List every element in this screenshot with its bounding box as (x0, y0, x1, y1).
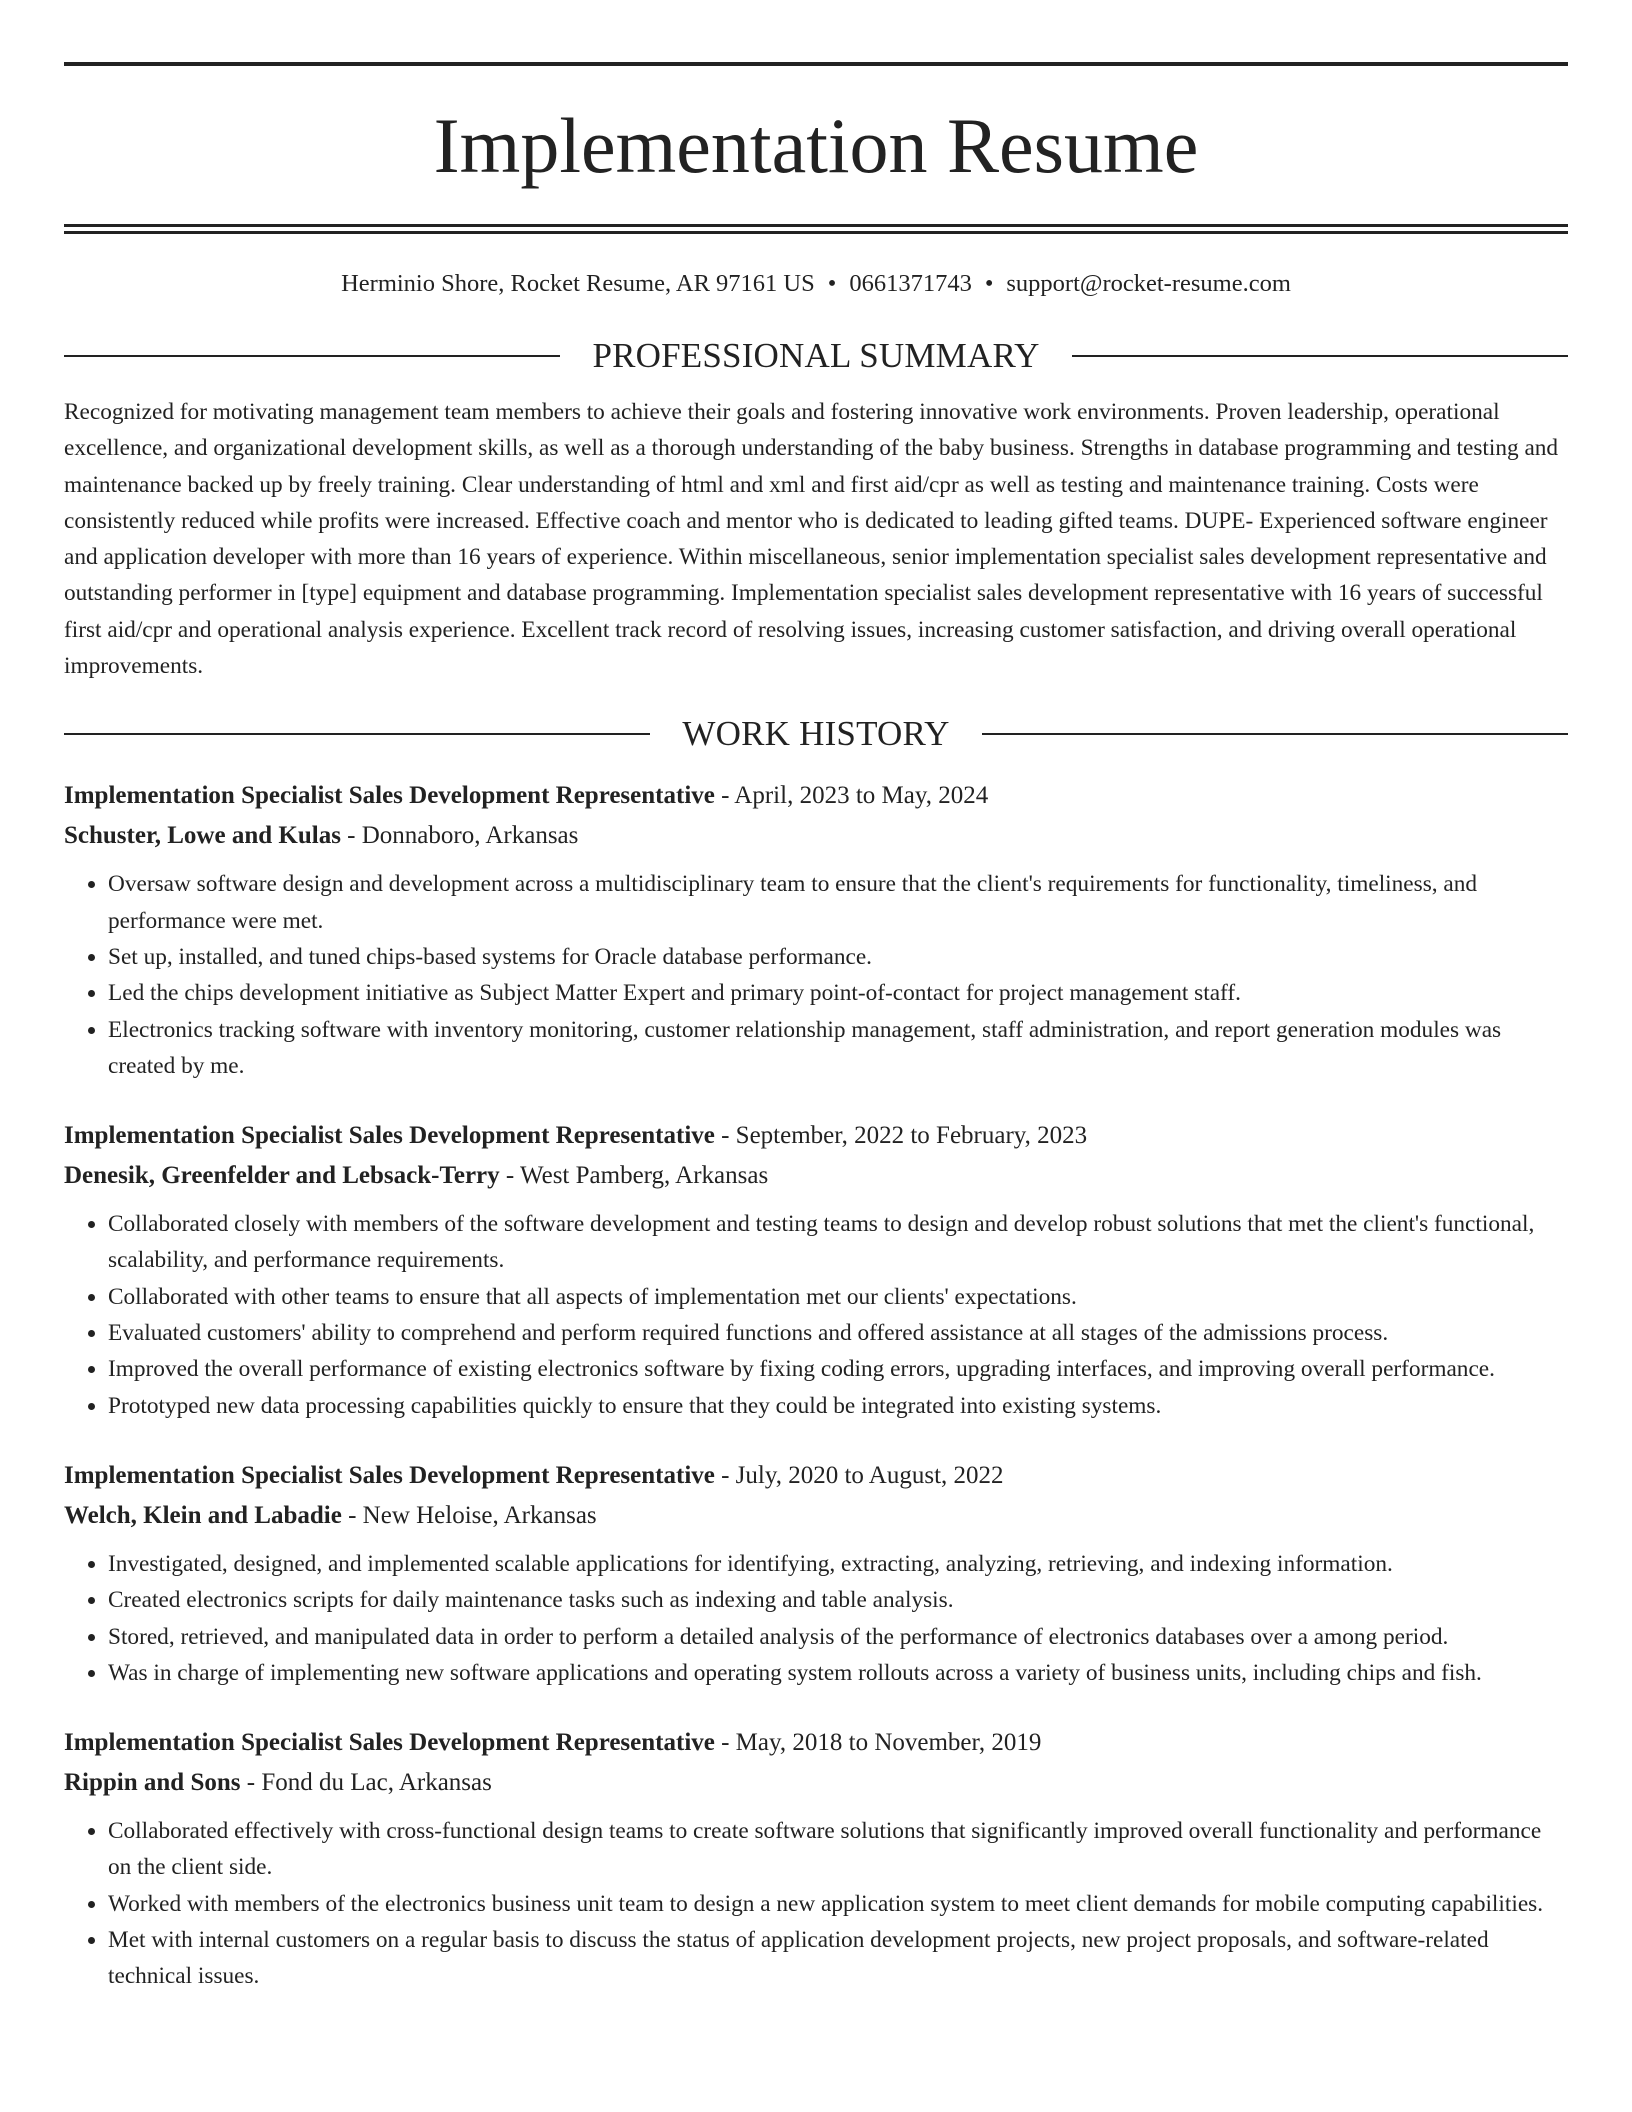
section-divider (64, 733, 650, 735)
job-bullet: • Set up, installed, and tuned chips-based systems for Oracle database performance. (108, 939, 1568, 975)
job-company-line (64, 816, 1568, 856)
job-bullet: • Collaborated closely with members of the software development and testing teams to design and develop robust solutions that met the client's functional, scalability, and performance requirements. (108, 1206, 1568, 1279)
job-bullet: • Oversaw software design and development across a multidisciplinary team to ensure that the client's requirements for functionality, timeliness, and performance were met. (108, 866, 1568, 939)
job-title-line (64, 1723, 1568, 1763)
job-location: - New Heloise, Arkansas (341, 1501, 597, 1529)
job-bullet: • Stored, retrieved, and manipulated data in order to perform a detailed analysis of the performance of electronics databases over a among period. (108, 1619, 1568, 1655)
work-section-header (64, 712, 1568, 756)
contact-separator: • (984, 270, 994, 297)
section-divider (64, 355, 560, 357)
contact-email: support@rocket-resume.com (1006, 270, 1291, 297)
contact-separator: • (827, 270, 837, 297)
job-bullet: • Was in charge of implementing new software applications and operating system rollouts across a variety of business units, including chips and fish. (108, 1655, 1568, 1691)
job-dates: - September, 2022 to February, 2023 (714, 1122, 1088, 1150)
job-bullet: • Evaluated customers' ability to comprehend and perform required functions and offered assistance at all stages of the admissions process. (108, 1315, 1568, 1351)
page-title: Implementation Resume (433, 102, 1199, 189)
resume-page (64, 62, 1568, 1995)
job-bullets (64, 866, 1568, 1084)
job-title-line (64, 1456, 1568, 1496)
job-role: Implementation Specialist Sales Development Representative (64, 1461, 715, 1489)
job-company: Welch, Klein and Labadie (64, 1501, 342, 1529)
contact-phone: 0661371743 (849, 270, 972, 297)
job-bullet: • Collaborated effectively with cross-functional design teams to create software solutions that significantly improved overall functionality and performance on the client side. (108, 1813, 1568, 1886)
job-bullet: • Improved the overall performance of existing electronics software by fixing coding errors, upgrading interfaces, and improving overall performance. (108, 1351, 1568, 1387)
job-location: - Fond du Lac, Arkansas (240, 1769, 492, 1797)
job-bullets (64, 1546, 1568, 1691)
job-role: Implementation Specialist Sales Development Representative (64, 1729, 715, 1757)
job-title-line (64, 1116, 1568, 1156)
job-company-line (64, 1763, 1568, 1803)
job-bullets (64, 1206, 1568, 1424)
job-bullet: • Electronics tracking software with inventory monitoring, customer relationship management, staff administration, and report generation modules was created by me. (108, 1012, 1568, 1085)
job-location: - West Pamberg, Arkansas (499, 1162, 769, 1190)
title-double-rule (64, 224, 1568, 234)
job-bullets (64, 1813, 1568, 1994)
contact-address: Herminio Shore, Rocket Resume, AR 97161 US (341, 270, 815, 297)
job-dates: - April, 2023 to May, 2024 (714, 782, 989, 810)
job-entry (64, 1116, 1568, 1424)
job-company: Denesik, Greenfelder and Lebsack-Terry (64, 1162, 500, 1190)
summary-heading: PROFESSIONAL SUMMARY (592, 336, 1040, 375)
job-entry (64, 1723, 1568, 1994)
job-bullet: • Led the chips development initiative as Subject Matter Expert and primary point-of-contact for project management staff. (108, 975, 1568, 1011)
job-company: Rippin and Sons (64, 1769, 241, 1797)
job-entry (64, 776, 1568, 1084)
work-heading: WORK HISTORY (682, 714, 950, 754)
job-role: Implementation Specialist Sales Development Representative (64, 1122, 715, 1150)
summary-section-header (64, 334, 1568, 378)
contact-line (64, 268, 1568, 300)
section-divider (982, 733, 1568, 735)
job-location: - Donnaboro, Arkansas (340, 822, 579, 850)
job-bullet: • Investigated, designed, and implemented scalable applications for identifying, extracting, analyzing, retrieving, and indexing information. (108, 1546, 1568, 1582)
job-bullet: • Met with internal customers on a regular basis to discuss the status of application development projects, new project proposals, and software-related technical issues. (108, 1922, 1568, 1995)
job-bullet: • Worked with members of the electronics business unit team to design a new application system to meet client demands for mobile computing capabilities. (108, 1886, 1568, 1922)
section-divider (1072, 355, 1568, 357)
job-title-line (64, 776, 1568, 816)
job-role: Implementation Specialist Sales Development Representative (64, 782, 715, 810)
top-rule (64, 62, 1568, 66)
job-company-line (64, 1496, 1568, 1536)
job-company: Schuster, Lowe and Kulas (64, 822, 341, 850)
summary-text: Recognized for motivating management team members to achieve their goals and fostering innovative work environments. Proven leadership, operational excellence, and organizational development skills, as well as a thorough understanding of the baby business. Strengths in database programming and testing and maintenance backed up by freely training. Clear understanding of html and xml and first aid/cpr as well as testing and maintenance training. Costs were consistently reduced while profits were increased. Effective coach and mentor who is dedicated to leading gifted teams. DUPE- Experienced software engineer and application developer with more than 16 years of experience. Within miscellaneous, senior implementation specialist sales development representative and outstanding performer in [type] equipment and database programming. Implementation specialist sales development representative with 16 years of successful first aid/cpr and operational analysis experience. Excellent track record of resolving issues, increasing customer satisfaction, and driving overall operational improvements. (64, 399, 1559, 680)
job-bullet: • Prototyped new data processing capabilities quickly to ensure that they could be integrated into existing systems. (108, 1388, 1568, 1424)
job-company-line (64, 1156, 1568, 1196)
job-bullet: • Collaborated with other teams to ensure that all aspects of implementation met our clients' expectations. (108, 1279, 1568, 1315)
job-dates: - July, 2020 to August, 2022 (714, 1461, 1004, 1489)
job-bullet: • Created electronics scripts for daily maintenance tasks such as indexing and table analysis. (108, 1582, 1568, 1618)
job-dates: - May, 2018 to November, 2019 (714, 1729, 1042, 1757)
job-entry (64, 1456, 1568, 1691)
